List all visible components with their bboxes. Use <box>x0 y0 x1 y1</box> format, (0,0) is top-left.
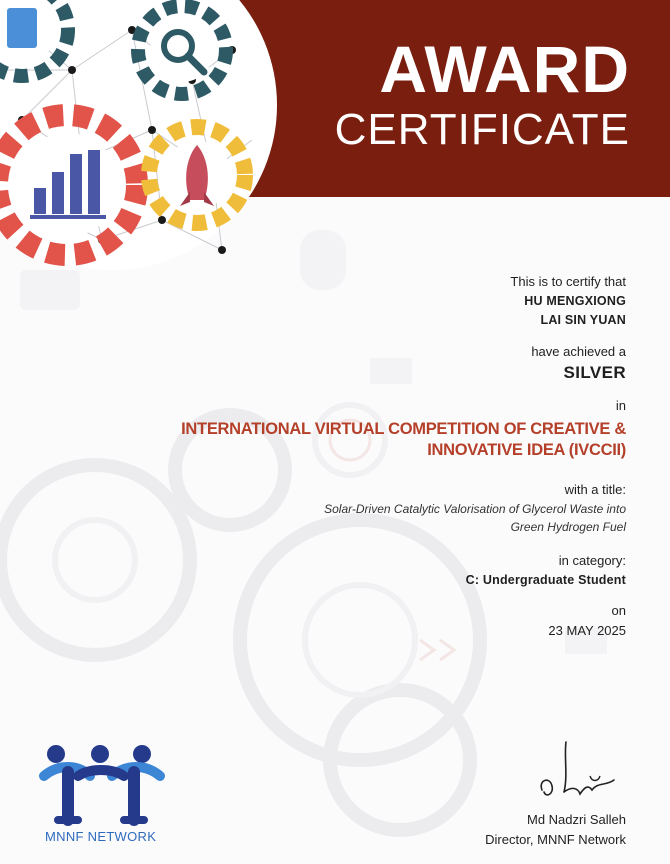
achieved-text: have achieved a <box>531 344 626 359</box>
document-icon <box>7 8 37 48</box>
competition-name-line1: INTERNATIONAL VIRTUAL COMPETITION OF CREATIVE & <box>181 420 626 438</box>
title-intro: with a title: <box>564 482 626 497</box>
recipient-name: HU MENGXIONG <box>524 294 626 308</box>
recipient-name: LAI SIN YUAN <box>540 313 626 327</box>
category-value: C: Undergraduate Student <box>465 573 626 587</box>
certify-intro: This is to certify that <box>510 274 626 289</box>
project-title-line1: Solar-Driven Catalytic Valorisation of Glycerol Waste into <box>324 502 626 516</box>
award-level: SILVER <box>563 363 626 382</box>
signature-graphic <box>528 736 620 804</box>
signatory-position: Director, MNNF Network <box>485 832 626 847</box>
signatory-name: Md Nadzri Salleh <box>527 812 626 827</box>
emblem-graphic <box>0 0 282 300</box>
certificate-heading-award: AWARD <box>379 32 630 106</box>
certificate-heading-certificate: CERTIFICATE <box>334 105 630 154</box>
category-intro: in category: <box>558 553 626 568</box>
on-text: on <box>611 603 626 618</box>
competition-name-line2: INNOVATIVE IDEA (IVCCII) <box>427 441 626 459</box>
in-text: in <box>615 398 626 413</box>
project-title-line2: Green Hydrogen Fuel <box>510 520 626 534</box>
award-date: 23 MAY 2025 <box>548 623 626 638</box>
mnnf-logo-text: MNNF NETWORK <box>45 829 157 844</box>
